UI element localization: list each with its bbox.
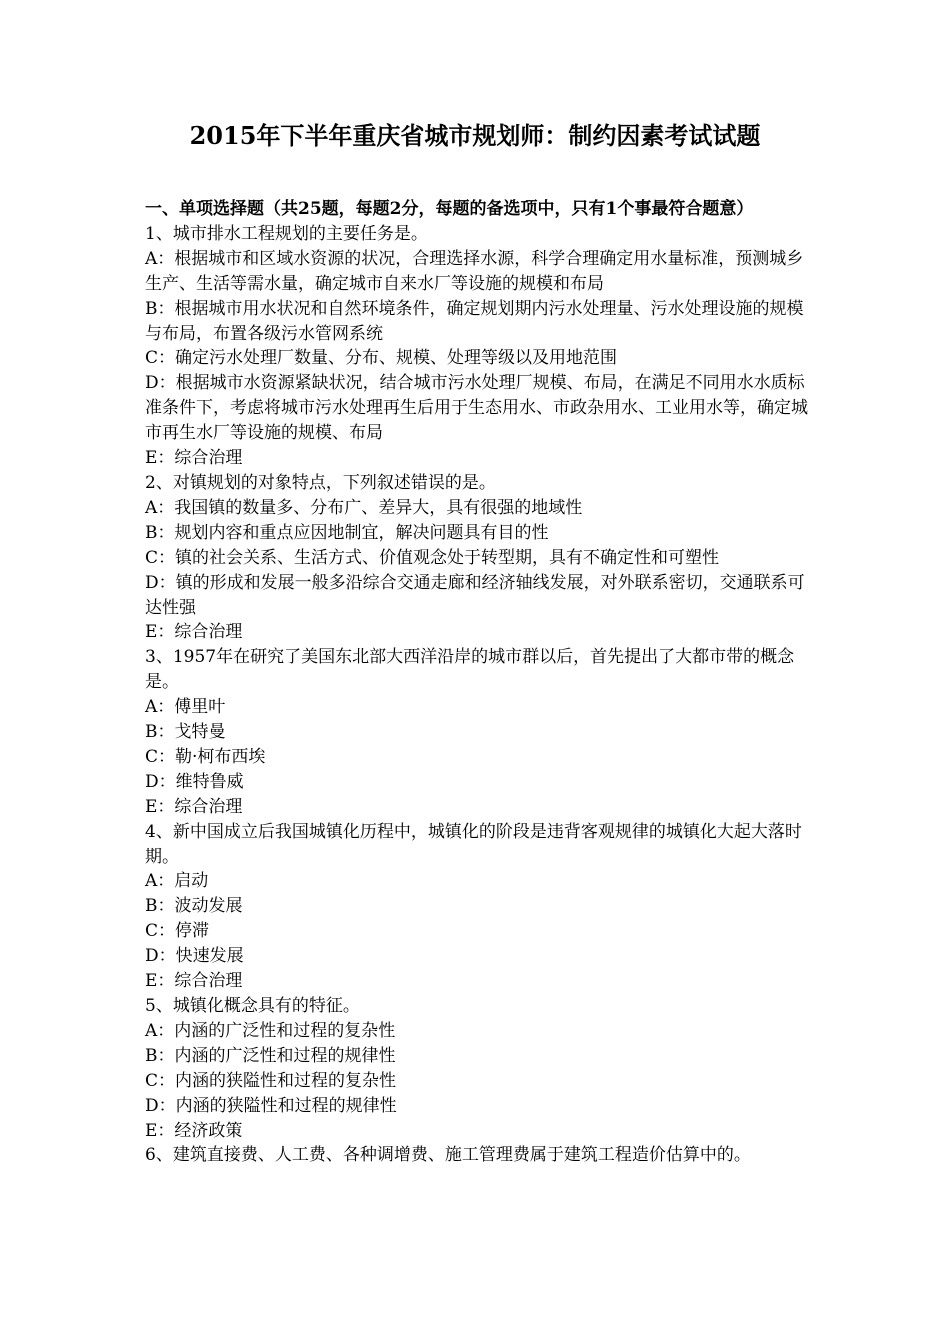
question-stem: 3、1957年在研究了美国东北部大西洋沿岸的城市群以后，首先提出了大都市带的概念是。 [145,647,795,693]
option-a: A：内涵的广泛性和过程的复杂性 [145,1020,396,1041]
option-c: C：镇的社会关系、生活方式、价值观念处于转型期，具有不确定性和可塑性 [145,547,720,568]
question-2 [145,471,813,645]
question-1 [145,222,813,471]
option-c: C：确定污水处理厂数量、分布、规模、处理等级以及用地范围 [145,348,618,369]
option-c: C：勒·柯布西埃 [145,746,266,767]
option-b: B：波动发展 [145,896,243,917]
option-d: D：内涵的狭隘性和过程的规律性 [145,1095,397,1116]
option-a: A：傅里叶 [145,697,226,718]
option-d: D：维特鲁威 [145,771,244,792]
option-e: E：综合治理 [145,448,243,469]
question-4 [145,820,813,994]
question-6 [145,1143,813,1168]
option-e: E：经济政策 [145,1120,243,1141]
question-stem: 5、城镇化概念具有的特征。 [145,996,360,1016]
option-e: E：综合治理 [145,971,243,992]
option-b: B：内涵的广泛性和过程的规律性 [145,1045,396,1066]
document-body [145,197,813,1168]
option-d: D：根据城市水资源紧缺状况，结合城市污水处理厂规模、布局，在满足不同用水水质标准条件下，考虑将城市污水处理再生后用于生态用水、市政杂用水、工业用水等，确定城市再生水厂等设施的规模、布局 [145,373,808,444]
question-3 [145,645,813,819]
question-stem: 4、新中国成立后我国城镇化历程中，城镇化的阶段是违背客观规律的城镇化大起大落时期。 [145,821,802,867]
option-b: B：根据城市用水状况和自然环境条件，确定规划期内污水处理量、污水处理设施的规模与布局，布置各级污水管网系统 [145,298,804,344]
option-d: D：快速发展 [145,946,244,967]
section-heading: 一、单项选择题（共25题，每题2分，每题的备选项中，只有1个事最符合题意） [145,199,754,219]
question-stem: 1、城市排水工程规划的主要任务是。 [145,223,428,244]
option-b: B：戈特曼 [145,722,226,743]
option-b: B：规划内容和重点应因地制宜，解决问题具有目的性 [145,522,549,543]
option-d: D：镇的形成和发展一般多沿综合交通走廊和经济轴线发展，对外联系密切，交通联系可达性强 [145,572,805,618]
option-c: C：内涵的狭隘性和过程的复杂性 [145,1070,397,1091]
question-stem: 2、对镇规划的对象特点，下列叙述错误的是。 [145,472,496,493]
option-e: E：综合治理 [145,796,243,817]
option-a: A：启动 [145,871,209,892]
option-c: C：停滞 [145,921,210,942]
option-e: E：综合治理 [145,622,243,643]
option-a: A：我国镇的数量多、分布广、差异大，具有很强的地域性 [145,497,583,518]
question-stem: 6、建筑直接费、人工费、各种调增费、施工管理费属于建筑工程造价估算中的。 [145,1145,751,1166]
document-title: 2015年下半年重庆省城市规划师：制约因素考试试题 [189,121,761,150]
option-a: A：根据城市和区域水资源的状况，合理选择水源，科学合理确定用水量标准，预测城乡生产、生活等需水量，确定城市自来水厂等设施的规模和布局 [145,248,804,294]
question-5 [145,994,813,1143]
